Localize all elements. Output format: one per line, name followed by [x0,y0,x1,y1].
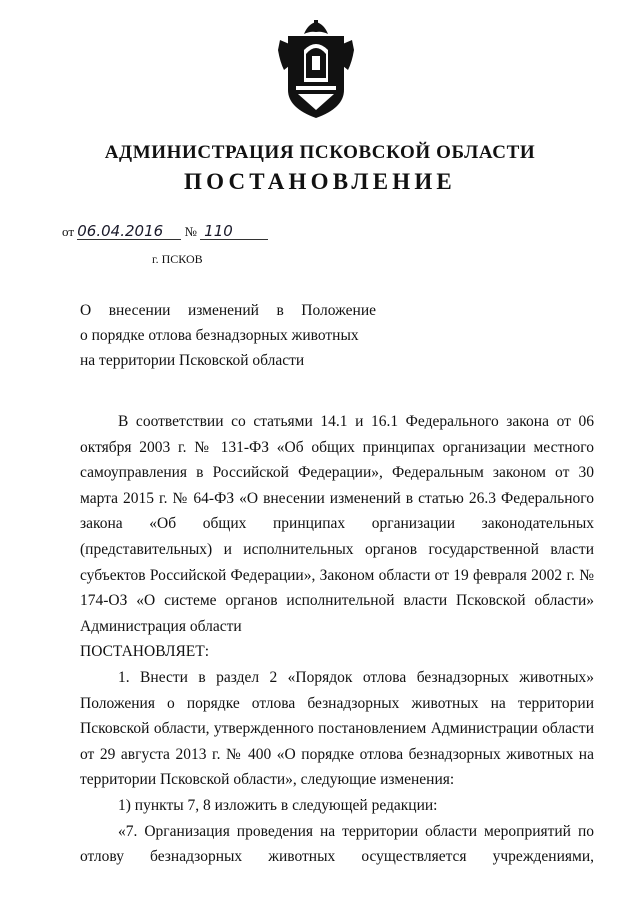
organization-name: АДМИНИСТРАЦИЯ ПСКОВСКОЙ ОБЛАСТИ [104,142,536,163]
document-body [80,409,594,870]
handwritten-number: 110 [200,224,268,240]
resolves-heading: ПОСТАНОВЛЯЕТ: [80,643,210,661]
number-prefix: № [184,224,197,239]
date-prefix: от [62,224,75,239]
item-1-paragraph: 1. Внести в раздел 2 «Порядок отлова безнадзорных животных» Положения о порядке отлова безнадзорных животных на территории Псковской области, утвержденного постановлением Администрации области от 29 августа 2013 г. № 400 «О порядке отлова безнадзорных животных на территории Псковской области», следующие изменения: [80,668,594,789]
subitem-1-paragraph: 1) пункты 7, 8 изложить в следующей редакции: [118,796,438,814]
document-type: ПОСТАНОВЛЕНИЕ [184,169,456,194]
document-subject [80,298,376,373]
handwritten-date: 06.04.2016 [77,224,181,240]
preamble-paragraph: В соответствии со статьями 14.1 и 16.1 Федерального закона от 06 октября 2003 г. № 131-ФЗ «Об общих принципах организации местного самоуправления в Российской Федерации», Федеральным законом от 30 марта 2015 г. № 64-ФЗ «О внесении изменений в статью 26.3 Федерального закона «Об общих принципах организации законодательных (представительных) и исполнительных органов государственной власти субъектов Российской Федерации», Законом области от 19 февраля 2002 г. № 174-ОЗ «О системе органов исполнительной власти Псковской области» Администрация области [80,413,594,635]
point-7-paragraph: «7. Организация проведения на территории области мероприятий по отлову безнадзорных животных осуществляется учреждениями, [80,822,594,866]
pskov-coat-of-arms-icon [274,20,358,120]
registration-line [62,224,268,240]
subject-line-2: о порядке отлова безнадзорных животных [80,327,359,344]
subject-line-1: О внесении изменений в Положение [80,302,376,319]
subject-line-3: на территории Псковской области [80,352,305,369]
city: г. ПСКОВ [152,252,203,266]
